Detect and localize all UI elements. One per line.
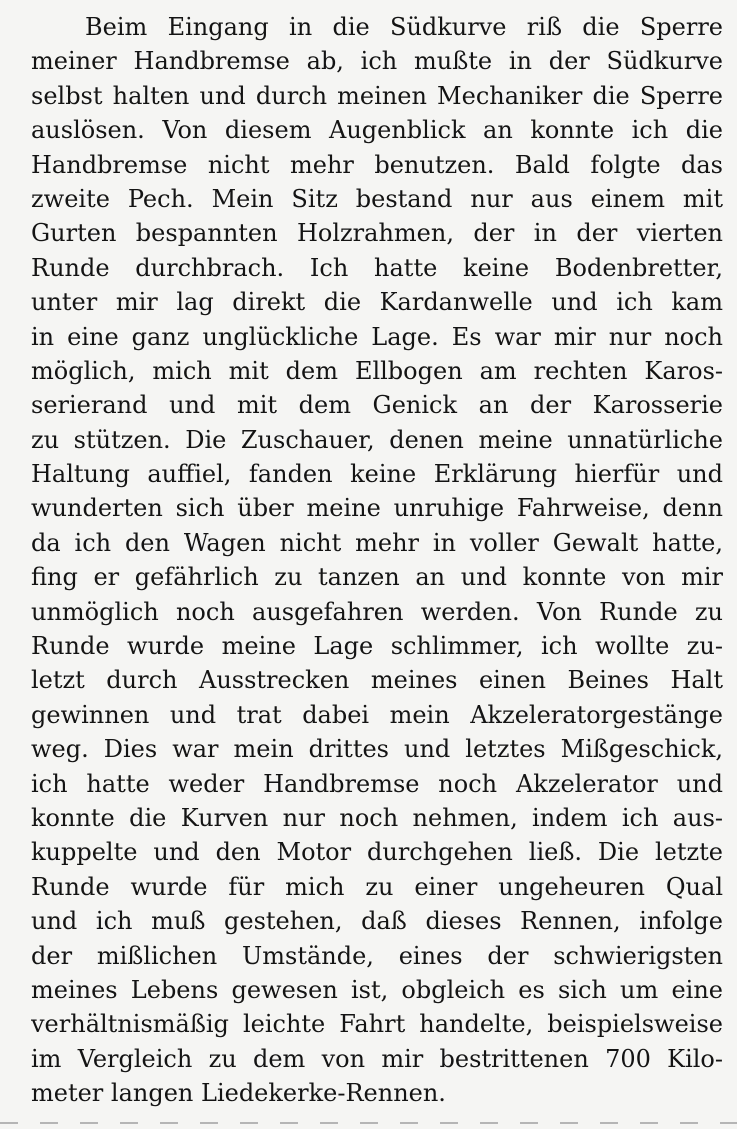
text-line: und ich muß gestehen, daß dieses Rennen, infolge [31,907,723,936]
text-line: unmöglich noch ausgefahren werden. Von Runde zu [31,597,723,626]
body-paragraph [31,10,723,1111]
text-line: möglich, mich mit dem Ellbogen am rechten Karos- [31,356,723,385]
text-line: weg. Dies war mein drittes und letztes Mißgeschick, [31,735,723,764]
text-line: meiner Handbremse ab, ich mußte in der Südkurve [31,47,723,76]
text-line: unter mir lag direkt die Kardanwelle und ich kam [31,288,723,317]
page-edge-divider [0,1122,737,1124]
text-line: meter langen Liedekerke-Rennen. [31,1079,446,1108]
text-line: gewinnen und trat dabei mein Akzeleratorgestänge [31,700,723,729]
text-line: ich hatte weder Handbremse noch Akzelerator und [31,769,723,798]
text-line: letzt durch Ausstrecken meines einen Beines Halt [31,666,723,695]
text-line: Runde wurde für mich zu einer ungeheuren Qual [31,872,723,901]
text-line: Haltung auffiel, fanden keine Erklärung hierfür und [31,460,723,489]
text-line: zu stützen. Die Zuschauer, denen meine unnatürliche [31,425,723,454]
text-line: fing er gefährlich zu tanzen an und konnte von mir [31,563,723,592]
text-line: serierand und mit dem Genick an der Karosserie [31,391,723,420]
text-line: in eine ganz unglückliche Lage. Es war mir nur noch [31,322,723,351]
text-line: wunderten sich über meine unruhige Fahrweise, denn [31,494,723,523]
text-line: Runde wurde meine Lage schlimmer, ich wollte zu- [31,632,723,661]
text-line: zweite Pech. Mein Sitz bestand nur aus einem mit [31,184,723,213]
text-line: konnte die Kurven nur noch nehmen, indem ich aus- [31,803,723,832]
text-line: Runde durchbrach. Ich hatte keine Bodenbretter, [31,253,723,282]
text-line: Beim Eingang in die Südkurve riß die Sperre [85,13,723,41]
text-line: verhältnismäßig leichte Fahrt handelte, beispielsweise [31,1010,723,1039]
text-line: auslösen. Von diesem Augenblick an konnte ich die [31,116,723,145]
text-line: kuppelte und den Motor durchgehen ließ. Die letzte [31,838,723,867]
text-line: Gurten bespannten Holzrahmen, der in der vierten [31,219,723,248]
text-line: der mißlichen Umstände, eines der schwierigsten [31,941,723,970]
text-line: da ich den Wagen nicht mehr in voller Gewalt hatte, [31,528,723,557]
text-line: Handbremse nicht mehr benutzen. Bald folgte das [31,150,723,179]
text-line: meines Lebens gewesen ist, obgleich es sich um eine [31,975,723,1004]
text-line: im Vergleich zu dem von mir bestrittenen 700 Kilo- [31,1044,723,1073]
text-line: selbst halten und durch meinen Mechaniker die Sperre [31,81,723,110]
